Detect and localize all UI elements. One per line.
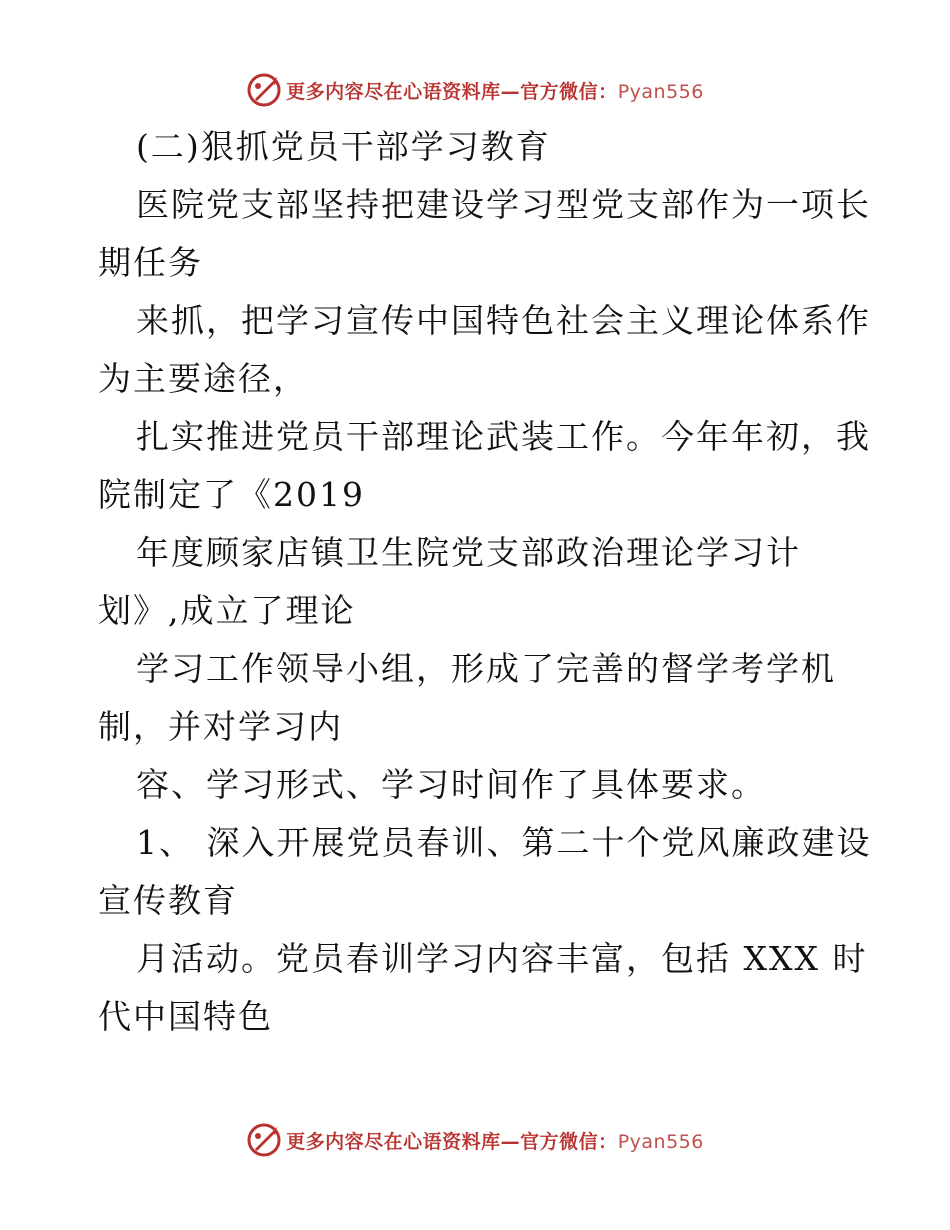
wechat-account: Pyan556 <box>617 80 704 103</box>
body-line: 扎实推进党员干部理论武装工作。今年年初，我 <box>136 417 871 456</box>
body-line: 宣传教育 <box>98 881 238 920</box>
banner-text: 更多内容尽在心语资料库—官方微信：Pyan556 <box>286 80 704 103</box>
body-line: 容、学习形式、学习时间作了具体要求。 <box>136 765 766 804</box>
body-line: 医院党支部坚持把建设学习型党支部作为一项长 <box>136 185 871 224</box>
body-line: 制，并对学习内 <box>98 707 343 746</box>
wechat-account: Pyan556 <box>617 1130 704 1153</box>
body-line: (二)狠抓党员干部学习教育 <box>136 127 551 166</box>
body-line: 期任务 <box>98 243 203 282</box>
body-line: 学习工作领导小组，形成了完善的督学考学机 <box>136 649 836 688</box>
body-line: 来抓，把学习宣传中国特色社会主义理论体系作 <box>136 301 871 340</box>
header-banner <box>0 70 950 110</box>
body-line: 代中国特色 <box>98 997 273 1036</box>
quill-logo-icon <box>246 1122 282 1158</box>
body-line: 划》,成立了理论 <box>98 591 356 630</box>
quill-logo-icon <box>246 72 282 108</box>
body-line: 院制定了《2019 <box>98 475 365 514</box>
document-body <box>98 118 872 1046</box>
body-line: 为主要途径， <box>98 359 308 398</box>
body-line: 1、 深入开展党员春训、第二十个党风廉政建设 <box>136 823 872 862</box>
body-line: 年度顾家店镇卫生院党支部政治理论学习计 <box>136 533 801 572</box>
footer-banner <box>0 1120 950 1160</box>
body-line: 月活动。党员春训学习内容丰富，包括 XXX 时 <box>136 939 868 978</box>
banner-text: 更多内容尽在心语资料库—官方微信：Pyan556 <box>286 1130 704 1153</box>
